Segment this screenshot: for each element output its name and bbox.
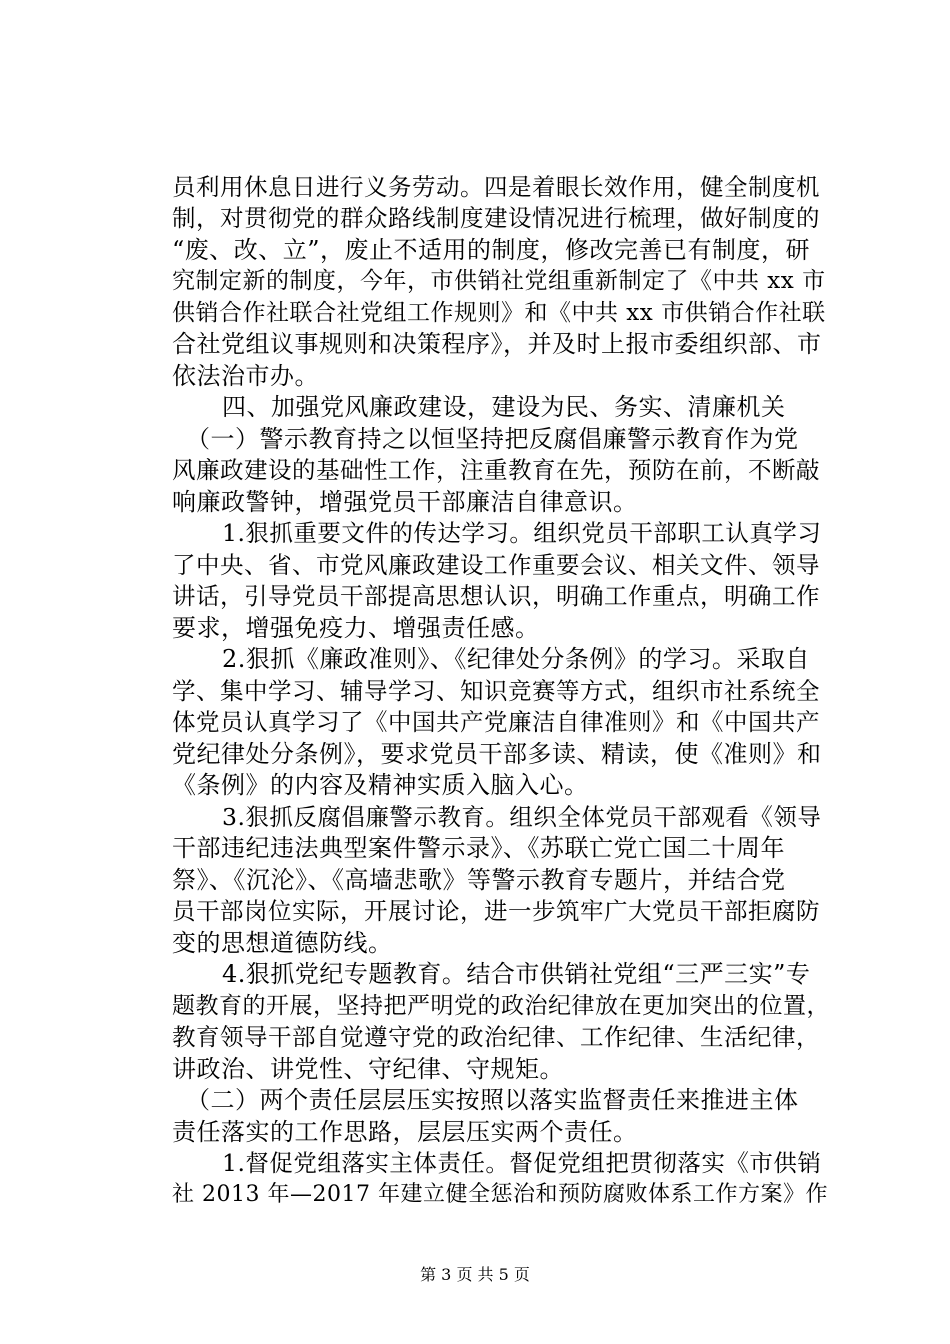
text-line: 要求，增强免疫力、增强责任感。 bbox=[172, 614, 540, 642]
text-line: 社 2013 年—2017 年建立健全惩治和预防腐败体系工作方案》作 bbox=[172, 1182, 828, 1207]
text-line: 《条例》的内容及精神实质入脑入心。 bbox=[172, 771, 589, 799]
text-line: 供销合作社联合社党组工作规则》和《中共 xx 市供销合作社联 bbox=[172, 300, 826, 326]
text-line: 讲政治、讲党性、守纪律、守规矩。 bbox=[172, 1055, 564, 1083]
text-line: 究制定新的制度，今年，市供销社党组重新制定了《中共 xx 市 bbox=[172, 268, 826, 294]
text-line: 教育领导干部自觉遵守党的政治纪律、工作纪律、生活纪律， bbox=[172, 1023, 820, 1051]
text-line: 3.狠抓反腐倡廉警示教育。组织全体党员干部观看《领导 bbox=[222, 803, 822, 831]
text-line: 1.督促党组落实主体责任。督促党组把贯彻落实《市供销 bbox=[222, 1149, 822, 1177]
text-line: 了中央、省、市党风廉政建设工作重要会议、相关文件、领导 bbox=[172, 551, 820, 579]
text-line: 1.狠抓重要文件的传达学习。组织党员干部职工认真学习 bbox=[222, 519, 822, 547]
section-heading: 四、加强党风廉政建设，建设为民、务实、清廉机关 bbox=[222, 393, 786, 421]
text-line: 干部违纪违法典型案件警示录》、《苏联亡党亡国二十周年 bbox=[172, 834, 785, 862]
text-line: 2.狠抓《廉政准则》、《纪律处分条例》的学习。采取自 bbox=[222, 645, 810, 673]
text-line: 依法治市办。 bbox=[172, 362, 319, 390]
page-footer: 第 3 页 共 5 页 bbox=[420, 1265, 530, 1284]
text-line: 4.狠抓党纪专题教育。结合市供销社党组“三严三实”专 bbox=[222, 960, 811, 988]
text-line: 祭》、《沉沦》、《高墙悲歌》等警示教育专题片，并结合党 bbox=[172, 866, 786, 894]
text-line: 讲话，引导党员干部提高思想认识，明确工作重点，明确工作 bbox=[172, 582, 820, 610]
text-line: 题教育的开展，坚持把严明党的政治纪律放在更加突出的位置， bbox=[172, 993, 830, 1019]
text-line: “废、改、立”，废止不适用的制度，修改完善已有制度，研 bbox=[172, 236, 811, 264]
text-line: 响廉政警钟，增强党员干部廉洁自律意识。 bbox=[172, 488, 638, 516]
text-line: 责任落实的工作思路，层层压实两个责任。 bbox=[172, 1118, 638, 1146]
text-line: 制，对贯彻党的群众路线制度建设情况进行梳理，做好制度的 bbox=[172, 204, 820, 232]
text-line: 学、集中学习、辅导学习、知识竞赛等方式，组织市社系统全 bbox=[172, 677, 820, 705]
text-line: 员利用休息日进行义务劳动。四是着眼长效作用，健全制度机 bbox=[172, 173, 820, 201]
text-line: （二）两个责任层层压实按照以落实监督责任来推进主体 bbox=[186, 1086, 799, 1114]
text-line: （一）警示教育持之以恒坚持把反腐倡廉警示教育作为党 bbox=[186, 425, 799, 453]
text-line: 体党员认真学习了《中国共产党廉洁自律准则》和《中国共产 bbox=[172, 708, 820, 736]
text-line: 风廉政建设的基础性工作，注重教育在先，预防在前，不断敲 bbox=[172, 456, 820, 484]
text-line: 合社党组议事规则和决策程序》，并及时上报市委组织部、市 bbox=[172, 330, 822, 358]
text-line: 员干部岗位实际，开展讨论，进一步筑牢广大党员干部拒腐防 bbox=[172, 897, 820, 925]
text-line: 党纪律处分条例》，要求党员干部多读、精读，使《准则》和 bbox=[172, 740, 822, 768]
text-line: 变的思想道德防线。 bbox=[172, 929, 393, 957]
